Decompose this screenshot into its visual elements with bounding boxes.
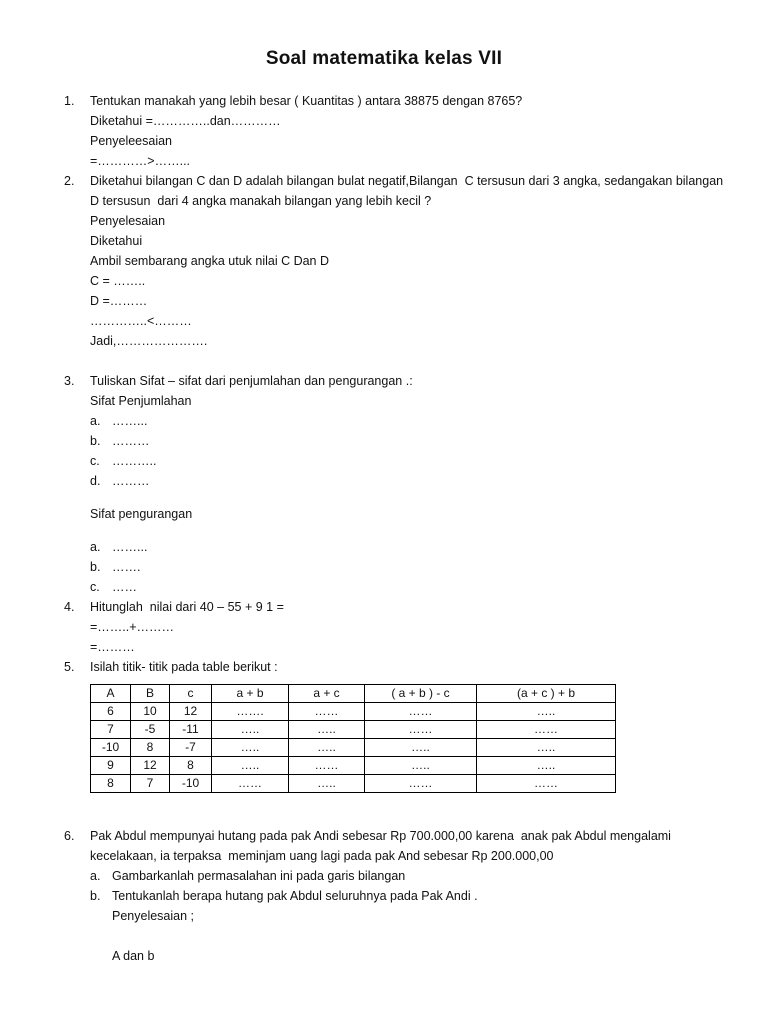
- question-text: kecelakaan, ia terpaksa meminjam uang lagi pada pak And sebesar Rp 200.000,00: [90, 849, 554, 863]
- list-item: b. ………: [90, 434, 150, 448]
- question-5: [64, 657, 734, 793]
- column-header: A: [91, 685, 131, 703]
- table-cell: -7: [170, 739, 212, 757]
- table-cell: 7: [131, 775, 170, 793]
- table-row: [91, 757, 616, 775]
- table-cell: 9: [91, 757, 131, 775]
- list-item: c. ………..: [90, 454, 157, 468]
- list-item: a. Gambarkanlah permasalahan ini pada garis bilangan: [90, 869, 406, 883]
- table-cell: ……: [212, 775, 289, 793]
- instruction-line: Ambil sembarang angka utuk nilai C Dan D: [90, 254, 330, 268]
- table-cell: 12: [170, 703, 212, 721]
- table-cell: …..: [477, 757, 616, 775]
- table-cell: -5: [131, 721, 170, 739]
- table-cell: 8: [170, 757, 212, 775]
- list-item: d. ………: [90, 474, 150, 488]
- answer-line: =………: [90, 640, 135, 654]
- answer-line: =…………>……...: [90, 154, 191, 168]
- question-text: Pak Abdul mempunyai hutang pada pak Andi sebesar Rp 700.000,00 karena anak pak Abdul mengalami: [90, 829, 671, 843]
- table-cell: 8: [131, 739, 170, 757]
- table-cell: …..: [212, 757, 289, 775]
- table-header-row: [91, 685, 616, 703]
- given-line: Diketahui =…………..dan…………: [90, 114, 281, 128]
- table-row: [91, 739, 616, 757]
- question-number: 6.: [64, 829, 75, 843]
- question-number: 3.: [64, 374, 75, 388]
- given-label: Diketahui: [90, 234, 143, 248]
- table-cell: ……: [365, 703, 477, 721]
- fill-in-table: [90, 684, 616, 793]
- table-cell: …..: [477, 703, 616, 721]
- column-header: c: [170, 685, 212, 703]
- question-number: 1.: [64, 94, 75, 108]
- column-header: ( a + b ) - c: [365, 685, 477, 703]
- spacer: [90, 926, 734, 946]
- list-item: c. ……: [90, 580, 137, 594]
- question-text: Isilah titik- titik pada table berikut :: [90, 660, 278, 674]
- table-cell: ……: [289, 757, 365, 775]
- table-cell: -10: [91, 739, 131, 757]
- table-row: [91, 721, 616, 739]
- column-header: B: [131, 685, 170, 703]
- question-number: 4.: [64, 600, 75, 614]
- section-label: Sifat Penjumlahan: [90, 394, 192, 408]
- table-cell: …..: [289, 721, 365, 739]
- table-cell: …….: [212, 703, 289, 721]
- table-cell: 7: [91, 721, 131, 739]
- question-number: 2.: [64, 174, 75, 188]
- solution-label: Penyeleesaian: [90, 134, 173, 148]
- table-cell: ……: [365, 775, 477, 793]
- table-cell: 6: [91, 703, 131, 721]
- table-cell: …..: [289, 775, 365, 793]
- question-1: [64, 91, 734, 171]
- column-header: a + c: [289, 685, 365, 703]
- table-cell: ……: [477, 775, 616, 793]
- table-cell: …..: [365, 739, 477, 757]
- answer-line: D =………: [90, 294, 148, 308]
- list-item: b. Tentukanlah berapa hutang pak Abdul seluruhnya pada Pak Andi .: [90, 889, 478, 903]
- question-text: Tentukan manakah yang lebih besar ( Kuantitas ) antara 38875 dengan 8765?: [90, 94, 523, 108]
- solution-label: Penyelesaian ;: [112, 909, 195, 923]
- question-text: Hitunglah nilai dari 40 – 55 + 9 1 =: [90, 600, 284, 614]
- section-label: Sifat pengurangan: [90, 507, 193, 521]
- question-text: Diketahui bilangan C dan D adalah bilangan bulat negatif,Bilangan C tersusun dari 3 angka, sedangakan bilangan: [90, 174, 724, 188]
- question-6: [64, 826, 734, 966]
- table-cell: …..: [212, 739, 289, 757]
- page-title: Soal matematika kelas VII: [265, 48, 503, 69]
- column-header: a + b: [212, 685, 289, 703]
- table-cell: 10: [131, 703, 170, 721]
- question-text: Tuliskan Sifat – sifat dari penjumlahan dan pengurangan .:: [90, 374, 413, 388]
- question-list: [64, 91, 734, 966]
- list-item: a. ……...: [90, 414, 148, 428]
- answer-line: …………..<………: [90, 314, 192, 328]
- table-cell: -10: [170, 775, 212, 793]
- conclusion-line: Jadi,………………….: [90, 334, 208, 348]
- table-cell: 12: [131, 757, 170, 775]
- table-cell: …..: [212, 721, 289, 739]
- table-cell: ……: [289, 703, 365, 721]
- table-cell: …..: [365, 757, 477, 775]
- question-text: D tersusun dari 4 angka manakah bilangan yang lebih kecil ?: [90, 194, 432, 208]
- list-item: b. …….: [90, 560, 141, 574]
- answer-line: =……..+………: [90, 620, 175, 634]
- spacer: [90, 524, 734, 537]
- answer-line: A dan b: [112, 949, 155, 963]
- table-row: [91, 775, 616, 793]
- table-row: [91, 703, 616, 721]
- list-item: a. ……...: [90, 540, 148, 554]
- answer-line: C = ……..: [90, 274, 146, 288]
- table-cell: …..: [289, 739, 365, 757]
- table-cell: ……: [477, 721, 616, 739]
- spacer: [64, 351, 734, 371]
- question-2: [64, 171, 734, 351]
- table-cell: -11: [170, 721, 212, 739]
- question-3: [64, 371, 734, 597]
- table-cell: …..: [477, 739, 616, 757]
- spacer: [90, 491, 734, 504]
- table-cell: 8: [91, 775, 131, 793]
- spacer: [64, 793, 734, 826]
- column-header: (a + c ) + b: [477, 685, 616, 703]
- question-number: 5.: [64, 660, 75, 674]
- solution-label: Penyelesaian: [90, 214, 166, 228]
- table-cell: ……: [365, 721, 477, 739]
- question-4: [64, 597, 734, 657]
